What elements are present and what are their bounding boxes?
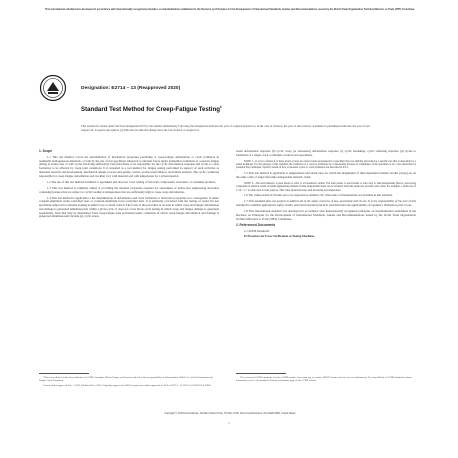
references-heading: 2. Referenced Documents [236,223,276,228]
footnote-1-edition: Current edition approved Nov. 1, 2020. Published Dec. 2020. Originally approved in 2009. Last previous edition approved in 2013 as E2714 – 13. DOI: 10.1520/E2714-13R20. [43,383,212,387]
footnotes-left [39,376,219,388]
footnote-rule-right [236,373,286,374]
document-title [81,104,222,114]
scope-paragraph-1-2: 1.2 The use of this test method is limited to specimens and does not cover testing of full-scale components, structures, or consumer products. [47,179,217,184]
scope-paragraph-1-4: 1.4 This test method is applicable to the determination of deformation and crack formation or nucleation properties as a consequence of either constant-amplitude strain-controlled tests or constant-amplitude force-controlled tests. It is primarily concerned with the testing of round bar test specimens subjected to uniaxial loading in either force or strain control. The focus of the procedure is on tests in which creep and fatigue deformation and damage is generated simultaneously within a given cycle. It does not cover block cycle testing in which creep and fatigue damage is generated sequentially. Data that may be determined from creep-fatigue tests performed under conditions in which creep-fatigue deformation and damage is generated simultaneously include (a) cyclic stress- [39,195,219,219]
scope-paragraph-continued: strain deformation response (b) cyclic creep (or relaxation) deformation response (c) cyclic hardening, cyclic softening response (d) cycles to formation of a single crack or multiple cracks in test specimens. [236,149,416,157]
left-column [39,150,219,222]
reference-astm-standards: 2.1 ASTM Standards: [244,228,270,233]
scope-paragraph-1-7: 1.7 This standard does not purport to address all of the safety concerns, if any, associated with its use. It is the responsibility of the user of this standard to establish appropriate safety, health, and environmental practices and determine the applicability of regulatory limitations prior to use. [236,199,416,208]
scope-paragraph-1-6: 1.6 The values stated in SI units are to be regarded as standard. No other units of measurement are included in this standard. [244,193,393,198]
reference-e3: E3 Practices for Force Verification of Testing Machines [244,233,315,238]
note-1: NOTE 1—It is not a failure if at these levels at least two macrocracks propagated in a specimen that was initially uncracked at a specific rate that is detectable by a stated technique. For the purpose of this standard, the formation of a crack is evidenced by a measurable increase in compliance of the specimen or by a size detectable by potential drop technique. Specific details of how to measure cycles to crack formation are described in 9.5.1. [236,159,416,170]
copyright-line: Copyright © ASTM International, 100 Barr Harbor Drive, PO Box C700, West Conshohocken, PA 19428-2959. United States [164,412,296,415]
scope-paragraph-1-3: 1.3 This test method is primarily aimed at providing the material properties required for assessment of defect-free engineering structures containing features that are subject to cyclic loading at temperatures that are sufficiently high to cause creep deformation. [39,185,219,194]
title-text: Standard Test Method for Creep-Fatigue Testing [81,106,220,114]
right-column [236,150,416,239]
intro-paragraph: This standard is issued under the fixed designation E2714; the number immediately following the designation indicates the year of original adoption or, in the case of revision, the year of last revision. A number in parentheses indicates the year of last reapproval. A superscript epsilon (ε) indicates an editorial change since the last revision or reapproval. [81,124,370,132]
scope-paragraph-1-8: 1.8 This international standard was developed in accordance with internationally recognized principles on standardization established in the Decision on Principles for the Development of International Standards, Guides and Recommendations issued by the World Trade Organization Technical Barriers to Trade (TBT) Committee. [236,209,416,221]
note-2: NOTE 2—The term inelastic is used herein to refer to all nonelastic strains. The term plastic is used herein to refer only to time-independent (that is, non-creep) component of inelastic strain. A useful engineering estimate of time-independent strain can be obtained when the strain rate exceeds some value. For example, a strain rate of 1×10⁻³ s⁻¹ is often used for this purpose. This value should increase with increasing test temperature. [236,182,416,192]
designation: Designation: E2714 – 13 (Reapproved 2020) [81,86,181,91]
header-notice: This international standard was developed in accordance with internationally recognized principles on standardization established in the Decision on Principles for the Development of International Standards, Guides and Recommendations issued by the World Trade Organization Technical Barriers to Trade (TBT) Committee. [45,8,415,11]
page-number: 1 [228,421,230,425]
scope-paragraph-1-1: 1.1 This test method covers the determination of mechanical properties pertaining to creep-fatigue deformation or crack formation in nominally homogeneous materials, or both by the use of test specimens subjected to uniaxial forces under isothermal conditions. It concerns fatigue testing at strain rates or with cycles involving sufficiently long hold times to be responsible for the cyclic deformation response and cycles to crack formation to be affected by creep (and oxidation). It is intended as a test method for fatigue testing performed in support of such activities as materials research and development, mechanical design, process and quality control, product performance, and failure analysis. The cyclic conditions responsible for creep-fatigue deformation and cracking vary with material and with temperature for a given material. [39,154,219,178]
astm-logo [39,74,67,102]
title-footnote-mark: 1 [219,105,222,109]
scope-paragraph-1-5: 1.5 This test method is applicable to temperatures and strain rates for which the magnitudes of time-dependent inelastic strains (creep) are on the same order or larger than time-independent inelastic strain. [236,171,416,179]
footnote-rule-left [39,373,89,374]
footnotes-right [236,376,416,384]
footnote-1: ¹ This test method is under the jurisdiction of ASTM Committee E08 on Fatigue and Fracture and is the direct responsibility of Subcommittee E08.05 on Cyclic Deformation and Fatigue Crack Formation. [39,376,213,382]
scope-heading: 1. Scope [39,149,53,153]
footnote-2: ² For referenced ASTM standards, visit the ASTM website, www.astm.org, or contact ASTM Customer Service at service@astm.org. For Annual Book of ASTM Standards volume information, refer to the standard's Document Summary page on the ASTM website. [236,376,412,382]
